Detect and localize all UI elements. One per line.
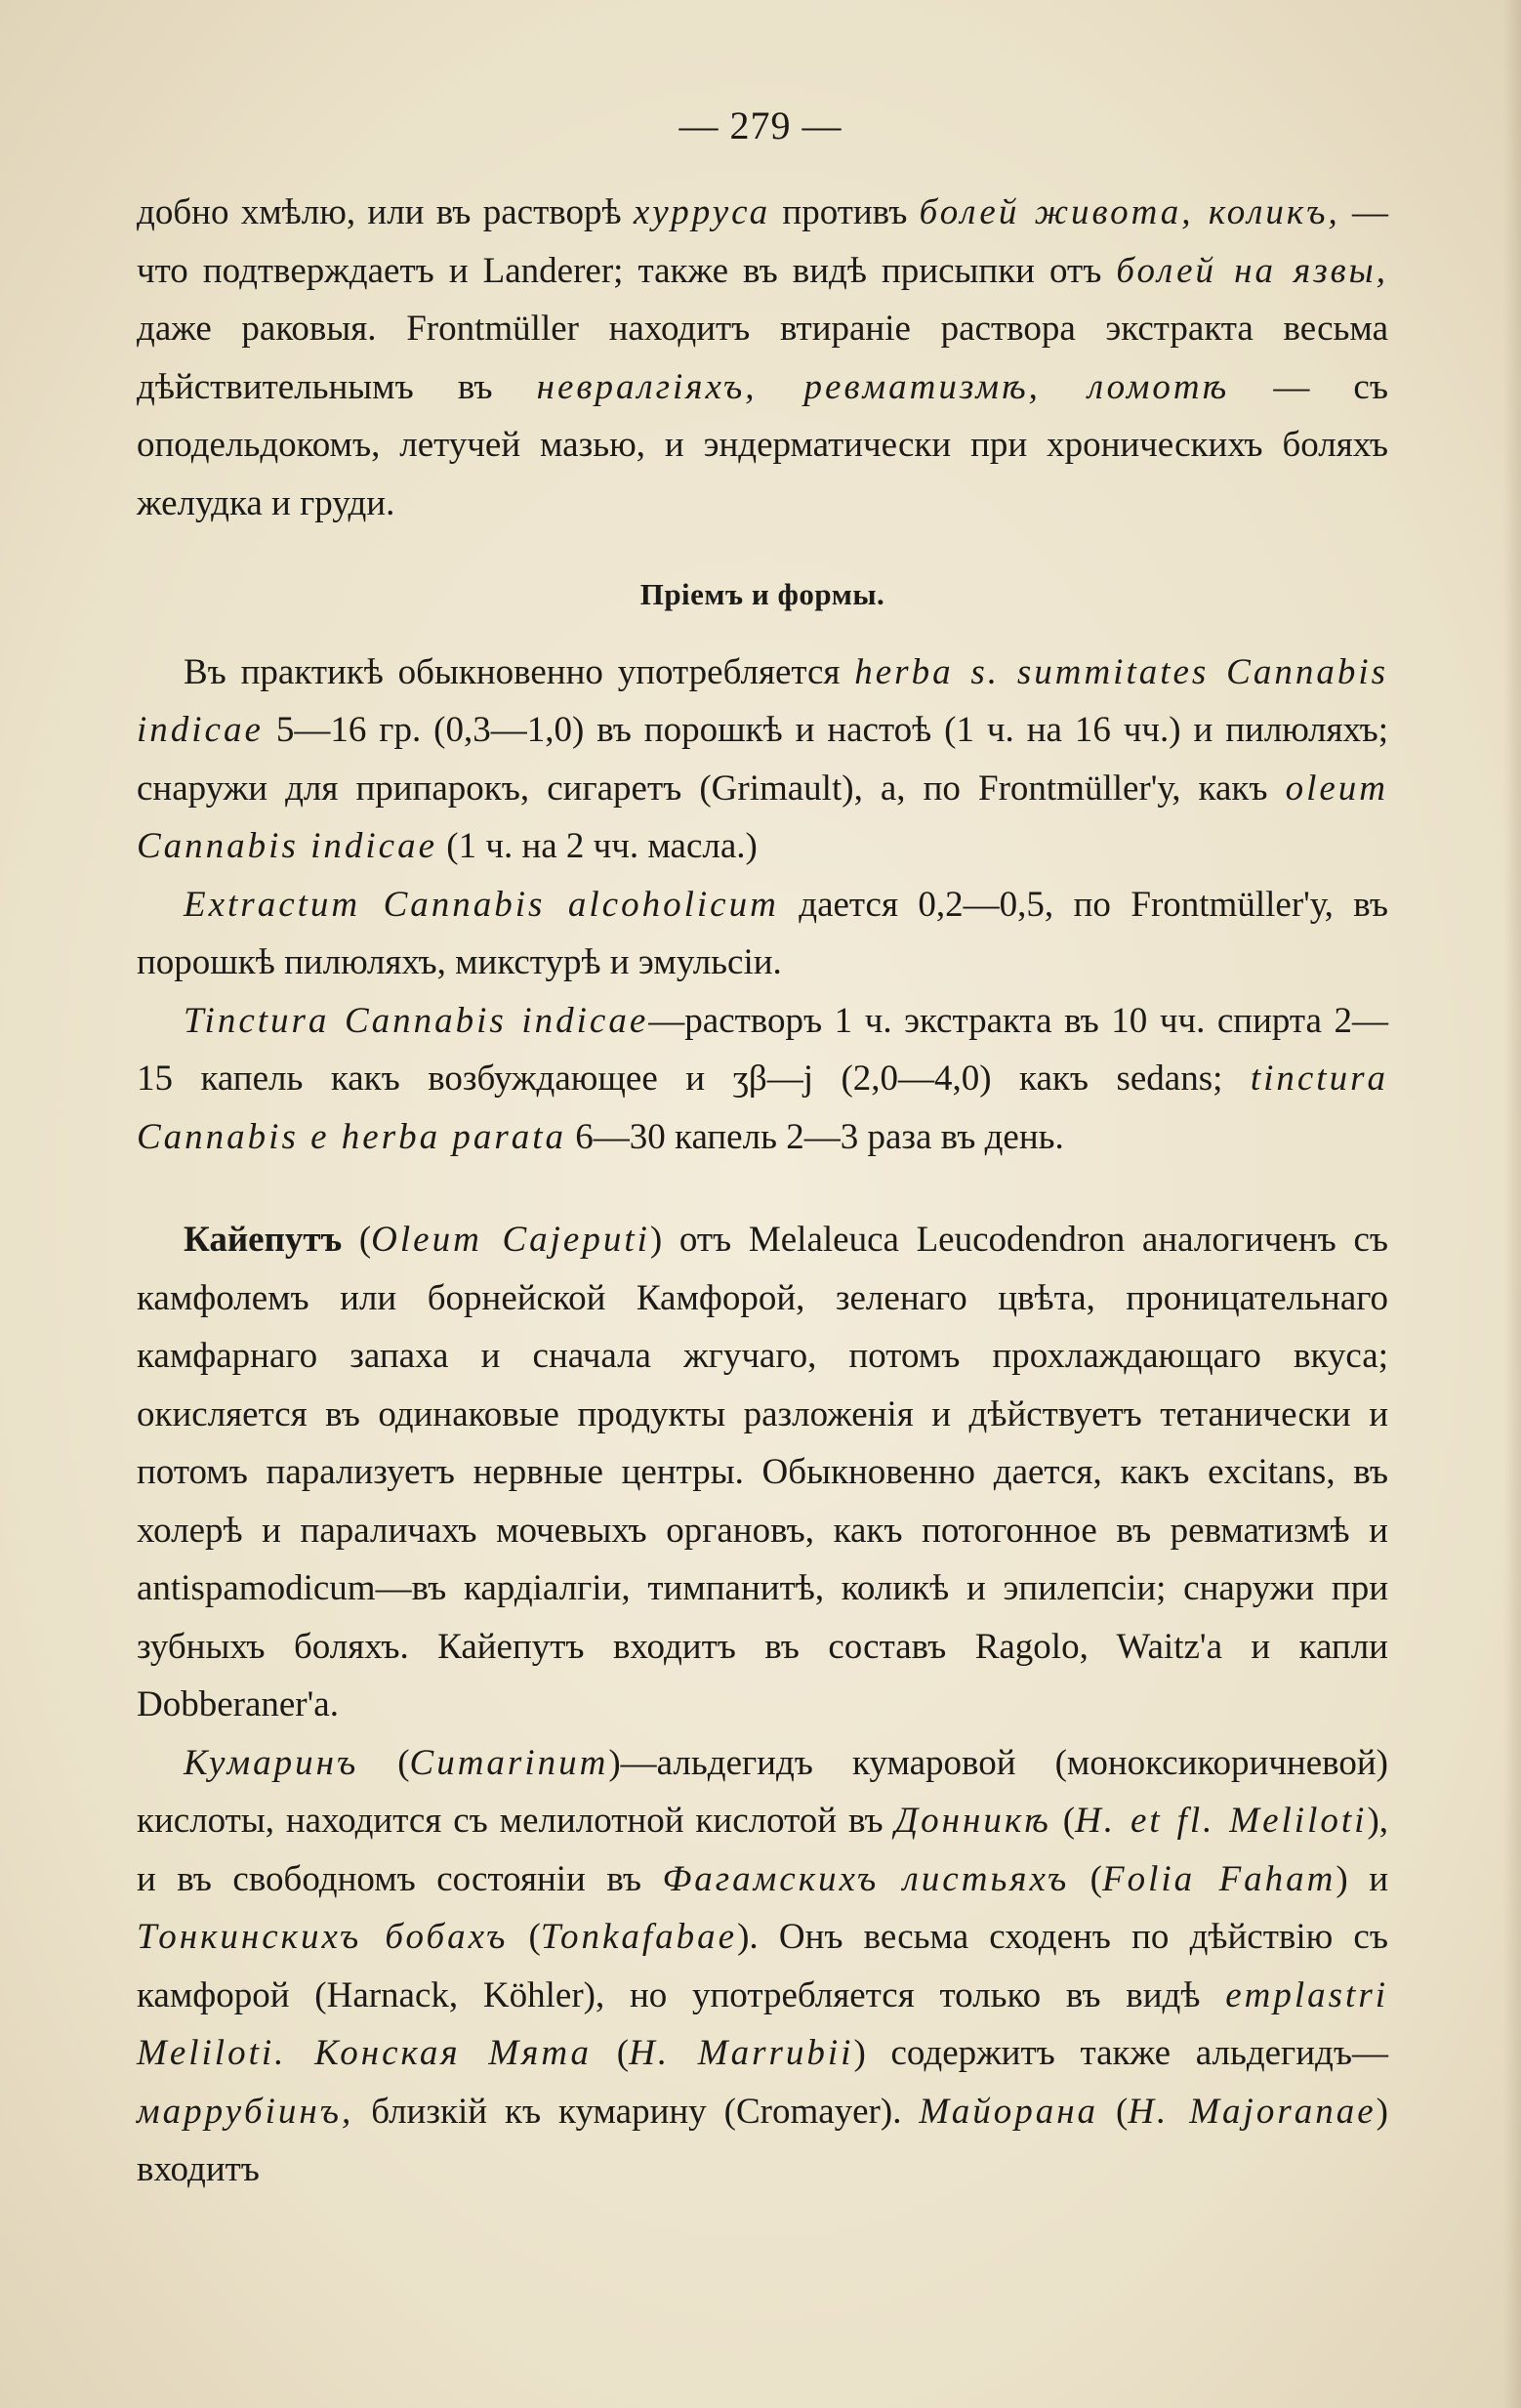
- text-run: ) и: [1336, 1858, 1389, 1899]
- page-body: [137, 184, 1388, 2199]
- emphasis-run: Folia Faham: [1101, 1858, 1336, 1899]
- emphasis-run: oleum Cannabis indicae: [137, 768, 1388, 866]
- paragraph-1: [137, 184, 1388, 532]
- text-run: (: [508, 1917, 541, 1957]
- emphasis-run: Oleum Cajeputi: [371, 1220, 650, 1260]
- emphasis-run: herba s. summitates Cannabis indicae: [137, 651, 1388, 750]
- emphasis-run: маррубіинъ,: [137, 2091, 354, 2132]
- text-run: (: [1050, 1801, 1076, 1841]
- text-run: ), и въ свободномъ состояніи въ: [137, 1801, 1389, 1899]
- text-run: — съ оподельдокомъ, летучей мазью, и эндерматически при хроническихъ боляхъ желудка и груди.: [137, 366, 1388, 523]
- paragraph-4: [137, 992, 1388, 1167]
- text-run: ) входитъ: [137, 2091, 1388, 2189]
- text-run: 6—30 капель 2—3 раза въ день.: [566, 1116, 1064, 1157]
- page-edge-shadow: [1503, 0, 1521, 2408]
- emphasis-run: H. Majoranae: [1128, 2091, 1377, 2132]
- text-run: Въ практикѣ обыкновенно употребляется: [184, 651, 855, 692]
- emphasis-run: Кумаринъ: [184, 1742, 359, 1783]
- text-run: (: [1069, 1858, 1102, 1899]
- text-run: ) отъ Melaleuca Leucodendron аналогиченъ съ камфолемъ или борнейской Камфорой, зеленаго цвѣта, проницательнаго камфарнаго запаха и сначала жгучаго, потомъ прохлаждающаго вкуса; окисляется въ одинаковые продукты разложенія и дѣйствуетъ тетанически и потомъ парализуетъ нервные центры. Обыкновенно дается, какъ excitans, въ холерѣ и параличахъ мочевыхъ органовъ, какъ потогонное въ ревматизмѣ и antispamodicum—въ кардіалгіи, тимпанитѣ, коликѣ и эпилепсіи; снаружи при зубныхъ боляхъ. Кайепутъ входитъ въ составъ Ragolo, Waitz'а и капли Dobberaner'а.: [137, 1220, 1388, 1724]
- text-run: (: [592, 2033, 630, 2073]
- bold-term: Кайепутъ: [184, 1220, 343, 1260]
- text-run: (1 ч. на 2 чч. масла.): [437, 826, 758, 866]
- paragraph-2: [137, 644, 1388, 876]
- emphasis-run: emplastri Meliloti. Конская Мята: [137, 1974, 1388, 2073]
- emphasis-run: Tinctura Cannabis indicae: [184, 1000, 649, 1041]
- paragraph-6: [137, 1734, 1388, 2199]
- paragraph-gap: [137, 1166, 1388, 1211]
- text-run: (: [342, 1220, 372, 1260]
- text-run: (: [358, 1742, 410, 1783]
- paragraph-3: [137, 876, 1388, 992]
- emphasis-run: Тонкинскихъ бобахъ: [137, 1917, 509, 1957]
- text-run: —растворъ 1 ч. экстракта въ 10 чч. спирта 2—15 капель какъ возбуждающее и ʒβ—j (2,0—4,0) какъ sedans;: [137, 1000, 1388, 1099]
- text-run: противъ: [770, 192, 920, 232]
- emphasis-run: Extractum Cannabis alcoholicum: [184, 884, 779, 925]
- emphasis-run: болей на язвы,: [1116, 250, 1388, 291]
- section-heading: Пріемъ и формы.: [639, 577, 885, 611]
- emphasis-run: Фагамскихъ листьяхъ: [662, 1858, 1070, 1899]
- text-run: ). Онъ весьма сходенъ по дѣйствію съ камфорой (Harnack, Köhler), но употребляется только въ видѣ: [137, 1917, 1388, 2015]
- text-run: близкій къ кумарину (Cromayer).: [353, 2091, 920, 2132]
- text-run: )—альдегидъ кумаровой (моноксикоричневой) кислоты, находится съ мелилотной кислотой въ: [137, 1742, 1388, 1841]
- text-run: (: [1098, 2091, 1129, 2132]
- text-run: даже раковыя. Frontmüller находитъ втираніе раствора экстракта весьма дѣйствительнымъ въ: [137, 309, 1388, 407]
- text-run: — что подтверждаетъ и Landerer; также въ видѣ присыпки отъ: [137, 192, 1388, 291]
- text-run: дается 0,2—0,5, по Frontmüller'у, въ порошкѣ пилюляхъ, микстурѣ и эмульсіи.: [137, 884, 1388, 982]
- emphasis-run: H. Marrubii: [629, 2033, 854, 2073]
- emphasis-run: Донникѣ: [894, 1801, 1051, 1841]
- text-run: 5—16 гр. (0,3—1,0) въ порошкѣ и настоѣ (1 ч. на 16 чч.) и пилюляхъ; снаружи для припарокъ, сигаретъ (Grimault), а, по Frontmüller'у, какъ: [137, 710, 1388, 809]
- emphasis-run: Tonkafabae: [540, 1917, 738, 1957]
- emphasis-run: H. et fl. Meliloti: [1075, 1801, 1368, 1841]
- text-run: добно хмѣлю, или въ растворѣ: [137, 192, 634, 232]
- text-run: ) содержитъ также альдегидъ—: [853, 2033, 1388, 2073]
- emphasis-run: Cumarinum: [409, 1742, 609, 1783]
- emphasis-run: болей живота, коликъ,: [919, 192, 1340, 232]
- emphasis-run: хурруса: [633, 192, 771, 232]
- emphasis-run: tinctura Cannabis e herba parata: [137, 1059, 1388, 1157]
- emphasis-run: невралгіяхъ, ревматизмѣ, ломотѣ: [536, 366, 1230, 407]
- paragraph-5: [137, 1211, 1388, 1734]
- page-number: — 279 —: [678, 104, 843, 147]
- emphasis-run: Майорана: [919, 2091, 1099, 2132]
